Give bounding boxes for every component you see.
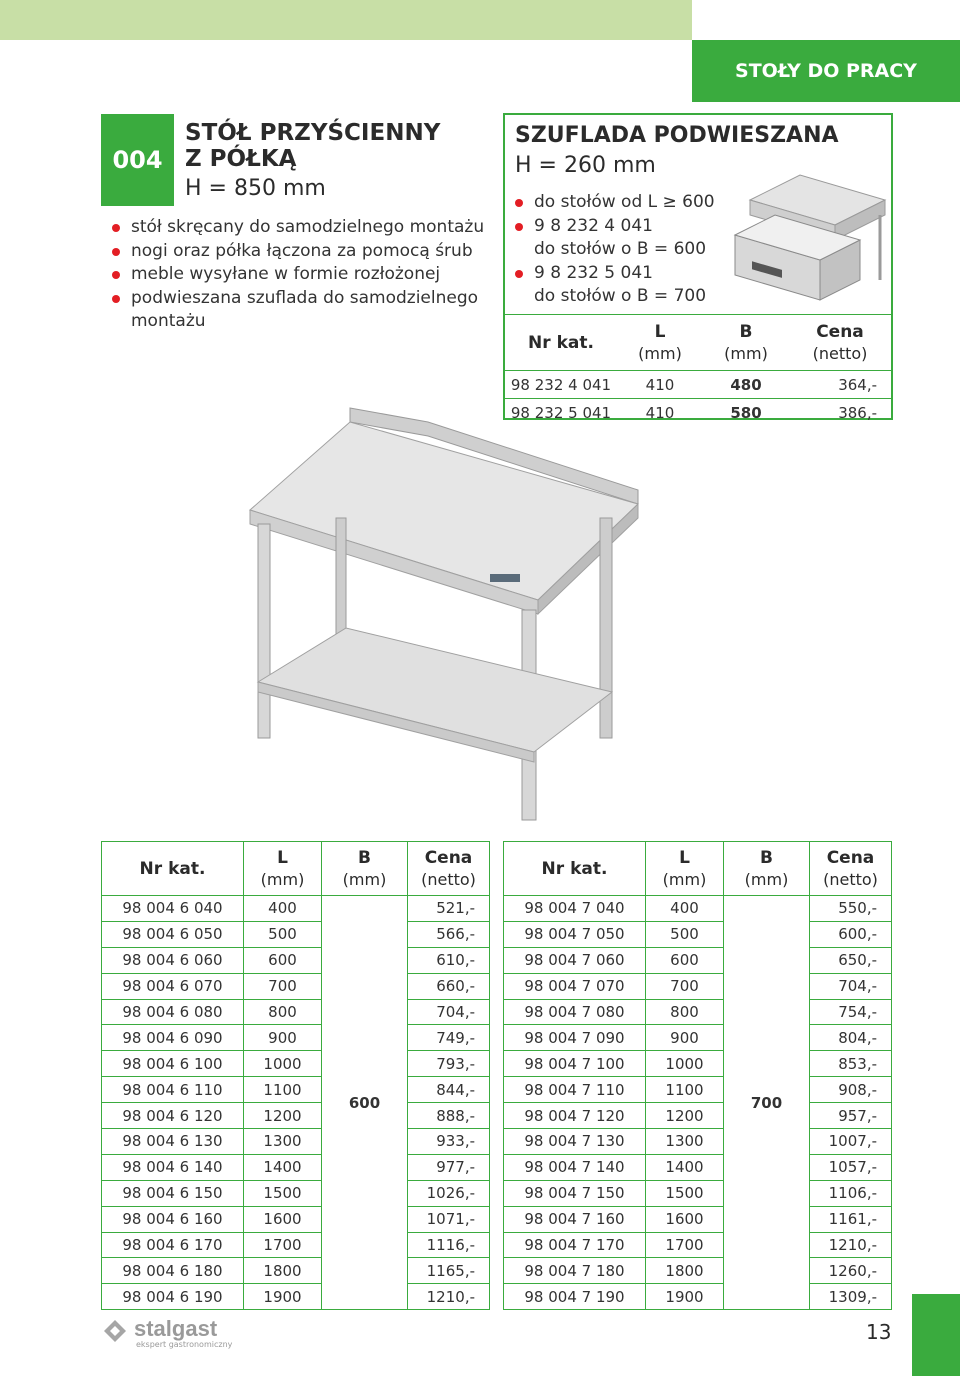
drawer-height: H = 260 mm xyxy=(515,153,656,178)
table-row xyxy=(102,999,490,1025)
cell-code: 98 004 7 110 xyxy=(504,1077,646,1103)
section-tab xyxy=(692,40,960,102)
col-price-header: Cena (netto) xyxy=(408,842,490,896)
cell-code: 98 004 7 040 xyxy=(504,896,646,922)
cell-price: 908,- xyxy=(810,1077,892,1103)
col-b-header: B (mm) xyxy=(322,842,408,896)
table-row xyxy=(102,1129,490,1155)
brand-tagline: ekspert gastronomiczny xyxy=(136,1340,233,1349)
cell-code: 98 004 6 190 xyxy=(102,1284,244,1310)
bullet-dot-icon xyxy=(112,224,120,232)
drawer-list-item: 9 8 232 5 041 xyxy=(515,262,715,286)
cell-price: 550,- xyxy=(810,896,892,922)
cell-price: 754,- xyxy=(810,999,892,1025)
bullet-dot-icon xyxy=(112,271,120,279)
drawer-list-item: do stołów o B = 600 xyxy=(534,239,707,259)
table-row xyxy=(504,1284,892,1310)
table-row xyxy=(102,1284,490,1310)
table-row xyxy=(504,1206,892,1232)
cell-code: 98 004 7 060 xyxy=(504,947,646,973)
cell-length: 600 xyxy=(244,947,322,973)
cell-code: 98 004 7 080 xyxy=(504,999,646,1025)
cell-price: 749,- xyxy=(408,1025,490,1051)
col-l-header: L (mm) xyxy=(617,315,703,371)
table-row xyxy=(504,1154,892,1180)
work-table-illustration xyxy=(238,400,658,825)
cell-length: 1200 xyxy=(244,1103,322,1129)
bullet-dot-icon xyxy=(515,223,523,231)
table-row xyxy=(102,896,490,922)
cell-length: 1000 xyxy=(646,1051,724,1077)
product-number-badge xyxy=(101,114,174,206)
cell-length: 1600 xyxy=(646,1206,724,1232)
cell-length: 400 xyxy=(244,896,322,922)
cell-code: 98 004 6 130 xyxy=(102,1129,244,1155)
cell-code: 98 004 7 100 xyxy=(504,1051,646,1077)
table-row xyxy=(504,1077,892,1103)
cell-length: 1900 xyxy=(244,1284,322,1310)
col-l-header: L (mm) xyxy=(244,842,322,896)
cell-price: 888,- xyxy=(408,1103,490,1129)
table-row xyxy=(504,1232,892,1258)
bullet-dot-icon xyxy=(112,295,120,303)
cell-code: 98 004 7 120 xyxy=(504,1103,646,1129)
cell-code: 98 004 7 170 xyxy=(504,1232,646,1258)
cell-length: 1700 xyxy=(244,1232,322,1258)
price-table-700 xyxy=(503,841,892,1310)
cell-price: 704,- xyxy=(408,999,490,1025)
cell-code: 98 004 6 180 xyxy=(102,1258,244,1284)
product-title-line1: STÓŁ PRZYŚCIENNY xyxy=(185,120,441,146)
table-row xyxy=(102,1206,490,1232)
col-l-header: L (mm) xyxy=(646,842,724,896)
bullet-dot-icon xyxy=(515,199,523,207)
cell-length: 1400 xyxy=(244,1154,322,1180)
col-price-header: Cena (netto) xyxy=(810,842,892,896)
cell-code: 98 004 6 090 xyxy=(102,1025,244,1051)
price-table-header xyxy=(504,842,892,896)
cell-code: 98 004 7 140 xyxy=(504,1154,646,1180)
cell-price: 853,- xyxy=(810,1051,892,1077)
cell-code: 98 004 6 080 xyxy=(102,999,244,1025)
cell-code: 98 004 6 150 xyxy=(102,1180,244,1206)
table-row xyxy=(102,1103,490,1129)
cell-length: 1200 xyxy=(646,1103,724,1129)
cell-length: 600 xyxy=(646,947,724,973)
cell-length: 400 xyxy=(646,896,724,922)
cell-length: 1800 xyxy=(646,1258,724,1284)
col-nr-header: Nr kat. xyxy=(102,842,244,896)
table-row xyxy=(504,921,892,947)
drawer-illustration xyxy=(730,160,890,310)
cell-code: 98 004 6 110 xyxy=(102,1077,244,1103)
cell-price: 1260,- xyxy=(810,1258,892,1284)
cell-length: 800 xyxy=(244,999,322,1025)
drawer-list-item: do stołów od L ≥ 600 xyxy=(515,191,715,215)
table-row xyxy=(102,921,490,947)
col-price-header: Cena (netto) xyxy=(789,315,891,371)
drawer-table-header xyxy=(505,315,891,371)
table-row xyxy=(102,973,490,999)
table-row xyxy=(504,1025,892,1051)
cell-length: 900 xyxy=(646,1025,724,1051)
table-row xyxy=(102,1232,490,1258)
product-height: H = 850 mm xyxy=(185,176,326,201)
cell-price: 660,- xyxy=(408,973,490,999)
cell-code: 98 004 7 160 xyxy=(504,1206,646,1232)
table-row: 98 232 4 041 410 480 364,- xyxy=(505,371,891,399)
page-number: 13 xyxy=(866,1320,892,1344)
stalgast-logo-icon xyxy=(100,1316,130,1346)
cell-code: 98 004 7 130 xyxy=(504,1129,646,1155)
cell-price: 600,- xyxy=(810,921,892,947)
table-row xyxy=(102,1077,490,1103)
feature-item: montażu xyxy=(131,311,206,331)
drawer-list xyxy=(515,191,715,309)
product-title xyxy=(185,120,485,172)
col-b-header: B (mm) xyxy=(703,315,789,371)
cell-price: 1007,- xyxy=(810,1129,892,1155)
table-row xyxy=(504,1258,892,1284)
stalgast-logo xyxy=(100,1316,240,1352)
cell-price: 650,- xyxy=(810,947,892,973)
cell-price: 844,- xyxy=(408,1077,490,1103)
cell-length: 1300 xyxy=(646,1129,724,1155)
feature-item: stół skręcany do samodzielnego montażu xyxy=(112,216,492,240)
cell-price: 1309,- xyxy=(810,1284,892,1310)
brand-name: stalgast xyxy=(134,1316,218,1341)
cell-code: 98 004 6 040 xyxy=(102,896,244,922)
cell-code: 98 004 6 060 xyxy=(102,947,244,973)
table-row xyxy=(504,896,892,922)
cell-length: 1800 xyxy=(244,1258,322,1284)
drawer-list-item: do stołów o B = 700 xyxy=(534,286,707,306)
cell-length: 1100 xyxy=(244,1077,322,1103)
price-table-header xyxy=(102,842,490,896)
cell-price: 704,- xyxy=(810,973,892,999)
table-row xyxy=(504,999,892,1025)
cell-price: 1161,- xyxy=(810,1206,892,1232)
cell-code: 98 004 7 180 xyxy=(504,1258,646,1284)
price-table-600 xyxy=(101,841,490,1310)
drawer-list-item: 9 8 232 4 041 xyxy=(515,215,715,239)
cell-code: 98 004 7 190 xyxy=(504,1284,646,1310)
cell-price: 1057,- xyxy=(810,1154,892,1180)
cell-price: 933,- xyxy=(408,1129,490,1155)
cell-price: 1071,- xyxy=(408,1206,490,1232)
table-row xyxy=(504,1051,892,1077)
drawer-panel xyxy=(503,113,893,420)
cell-length: 1000 xyxy=(244,1051,322,1077)
cell-length: 700 xyxy=(646,973,724,999)
cell-code: 98 004 6 160 xyxy=(102,1206,244,1232)
cell-price: 957,- xyxy=(810,1103,892,1129)
cell-price: 1210,- xyxy=(810,1232,892,1258)
cell-width: 600 xyxy=(322,896,408,1310)
cell-price: 1116,- xyxy=(408,1232,490,1258)
cell-code: 98 004 6 170 xyxy=(102,1232,244,1258)
cell-width: 700 xyxy=(724,896,810,1310)
feature-item: podwieszana szuflada do samodzielnego xyxy=(112,287,492,311)
cell-price: 804,- xyxy=(810,1025,892,1051)
cell-code: 98 004 7 090 xyxy=(504,1025,646,1051)
cell-code: 98 004 6 120 xyxy=(102,1103,244,1129)
table-row xyxy=(504,1129,892,1155)
table-row xyxy=(504,1103,892,1129)
cell-price: 521,- xyxy=(408,896,490,922)
cell-code: 98 004 6 140 xyxy=(102,1154,244,1180)
feature-item: meble wysyłane w formie rozłożonej xyxy=(112,263,492,287)
cell-code: 98 004 7 150 xyxy=(504,1180,646,1206)
drawer-title: SZUFLADA PODWIESZANA xyxy=(515,123,839,148)
table-row xyxy=(102,1154,490,1180)
cell-price: 1210,- xyxy=(408,1284,490,1310)
corner-decor xyxy=(912,1294,960,1376)
cell-code: 98 004 7 070 xyxy=(504,973,646,999)
cell-length: 1900 xyxy=(646,1284,724,1310)
col-nr-header: Nr kat. xyxy=(504,842,646,896)
cell-length: 800 xyxy=(646,999,724,1025)
cell-length: 700 xyxy=(244,973,322,999)
cell-code: 98 004 6 050 xyxy=(102,921,244,947)
table-row xyxy=(504,1180,892,1206)
cell-length: 1600 xyxy=(244,1206,322,1232)
table-row xyxy=(504,947,892,973)
table-row xyxy=(102,1025,490,1051)
table-row xyxy=(504,973,892,999)
cell-code: 98 004 7 050 xyxy=(504,921,646,947)
cell-price: 1026,- xyxy=(408,1180,490,1206)
table-row: 98 232 5 041 410 580 386,- xyxy=(505,399,891,427)
cell-length: 1700 xyxy=(646,1232,724,1258)
cell-price: 566,- xyxy=(408,921,490,947)
bullet-dot-icon xyxy=(112,248,120,256)
bullet-dot-icon xyxy=(515,270,523,278)
cell-price: 1165,- xyxy=(408,1258,490,1284)
cell-length: 1400 xyxy=(646,1154,724,1180)
top-decor-bar xyxy=(0,0,692,40)
cell-length: 900 xyxy=(244,1025,322,1051)
cell-price: 610,- xyxy=(408,947,490,973)
table-row xyxy=(102,1180,490,1206)
product-number: 004 xyxy=(112,146,163,174)
cell-code: 98 004 6 070 xyxy=(102,973,244,999)
cell-price: 1106,- xyxy=(810,1180,892,1206)
table-row xyxy=(102,1051,490,1077)
cell-length: 500 xyxy=(244,921,322,947)
cell-price: 793,- xyxy=(408,1051,490,1077)
table-row xyxy=(102,1258,490,1284)
col-b-header: B (mm) xyxy=(724,842,810,896)
cell-code: 98 004 6 100 xyxy=(102,1051,244,1077)
col-nr-header: Nr kat. xyxy=(505,315,617,371)
cell-length: 1500 xyxy=(244,1180,322,1206)
cell-length: 1500 xyxy=(646,1180,724,1206)
section-title: STOŁY DO PRACY xyxy=(735,60,917,82)
cell-length: 1300 xyxy=(244,1129,322,1155)
feature-item: nogi oraz półka łączona za pomocą śrub xyxy=(112,240,492,264)
cell-length: 1100 xyxy=(646,1077,724,1103)
cell-length: 500 xyxy=(646,921,724,947)
feature-list xyxy=(112,216,492,334)
cell-price: 977,- xyxy=(408,1154,490,1180)
table-row xyxy=(102,947,490,973)
product-title-line2: Z PÓŁKĄ xyxy=(185,146,297,172)
